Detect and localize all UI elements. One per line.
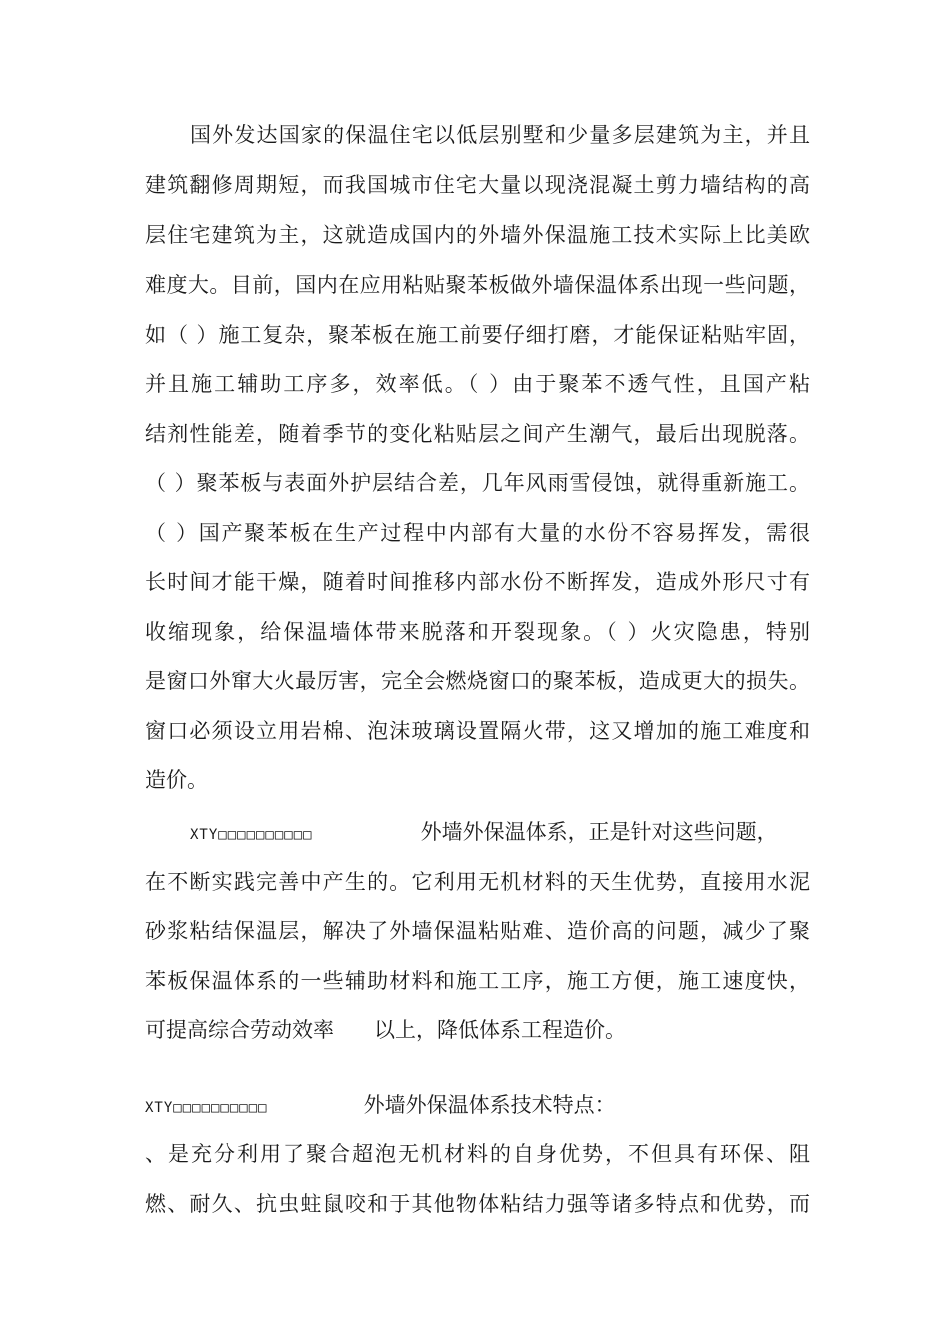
paragraph-2-line-4: 苯板保温体系的一些辅助材料和施工工序，施工方便，施工速度快，: [145, 969, 810, 993]
paragraph-1-line-8: （ ）聚苯板与表面外护层结合差，几年风雨雪侵蚀，就得重新施工。: [145, 471, 810, 495]
paragraph-2-line-5-text-a: 可提高综合劳动效率: [145, 1018, 334, 1042]
paragraph-1-line-5: 如（ ）施工复杂，聚苯板在施工前要仔细打磨，才能保证粘贴牢固，: [145, 323, 810, 347]
heading-product-name-placeholder: XTY□□□□□□□□□□: [145, 1100, 268, 1116]
paragraph-1-line-13: 窗口必须设立用岩棉、泡沫玻璃设置隔火带，这又增加的施工难度和: [145, 719, 810, 743]
paragraph-2-line-1: [190, 814, 810, 850]
paragraph-2-line-5-text-b: 以上，降低体系工程造价。: [374, 1018, 626, 1042]
paragraph-1-line-11: 收缩现象，给保温墙体带来脱落和开裂现象。（ ）火灾隐患，特别: [145, 620, 810, 644]
paragraph-3-line-2: 燃、耐久、抗虫蛀鼠咬和于其他物体粘结力强等诸多特点和优势，而: [145, 1192, 810, 1216]
product-name-placeholder: XTY□□□□□□□□□□: [190, 827, 313, 843]
paragraph-1-line-7: 结剂性能差，随着季节的变化粘贴层之间产生潮气，最后出现脱落。: [145, 422, 810, 446]
paragraph-2-line-1-text: 外墙外保温体系，正是针对这些问题，: [420, 820, 778, 844]
paragraph-1-line-2: 建筑翻修周期短，而我国城市住宅大量以现浇混凝土剪力墙结构的高: [145, 173, 810, 197]
section-heading: [145, 1087, 810, 1123]
paragraph-3-line-1: 、是充分利用了聚合超泡无机材料的自身优势，不但具有环保、阻: [145, 1142, 810, 1166]
paragraph-1-line-12: 是窗口外窜大火最厉害，完全会燃烧窗口的聚苯板，造成更大的损失。: [145, 669, 810, 693]
paragraph-1-line-14: 造价。: [145, 768, 208, 792]
paragraph-1-line-1: 国外发达国家的保温住宅以低层别墅和少量多层建筑为主，并且: [190, 123, 810, 147]
paragraph-1-line-6: 并且施工辅助工序多，效率低。（ ）由于聚苯不透气性，且国产粘: [145, 372, 810, 396]
paragraph-1-line-9: （ ）国产聚苯板在生产过程中内部有大量的水份不容易挥发，需很: [145, 521, 810, 545]
paragraph-2-line-2: 在不断实践完善中产生的。它利用无机材料的天生优势，直接用水泥: [145, 870, 810, 894]
heading-text: 外墙外保温体系技术特点：: [363, 1093, 616, 1117]
paragraph-1-line-10: 长时间才能干燥，随着时间推移内部水份不断挥发，造成外形尺寸有: [145, 570, 810, 594]
paragraph-2-line-3: 砂浆粘结保温层，解决了外墙保温粘贴难、造价高的问题，减少了聚: [145, 919, 810, 943]
paragraph-2-line-5: [145, 1012, 810, 1048]
paragraph-1-line-4: 难度大。目前，国内在应用粘贴聚苯板做外墙保温体系出现一些问题，: [145, 273, 810, 297]
paragraph-1-line-3: 层住宅建筑为主，这就造成国内的外墙外保温施工技术实际上比美欧: [145, 223, 810, 247]
